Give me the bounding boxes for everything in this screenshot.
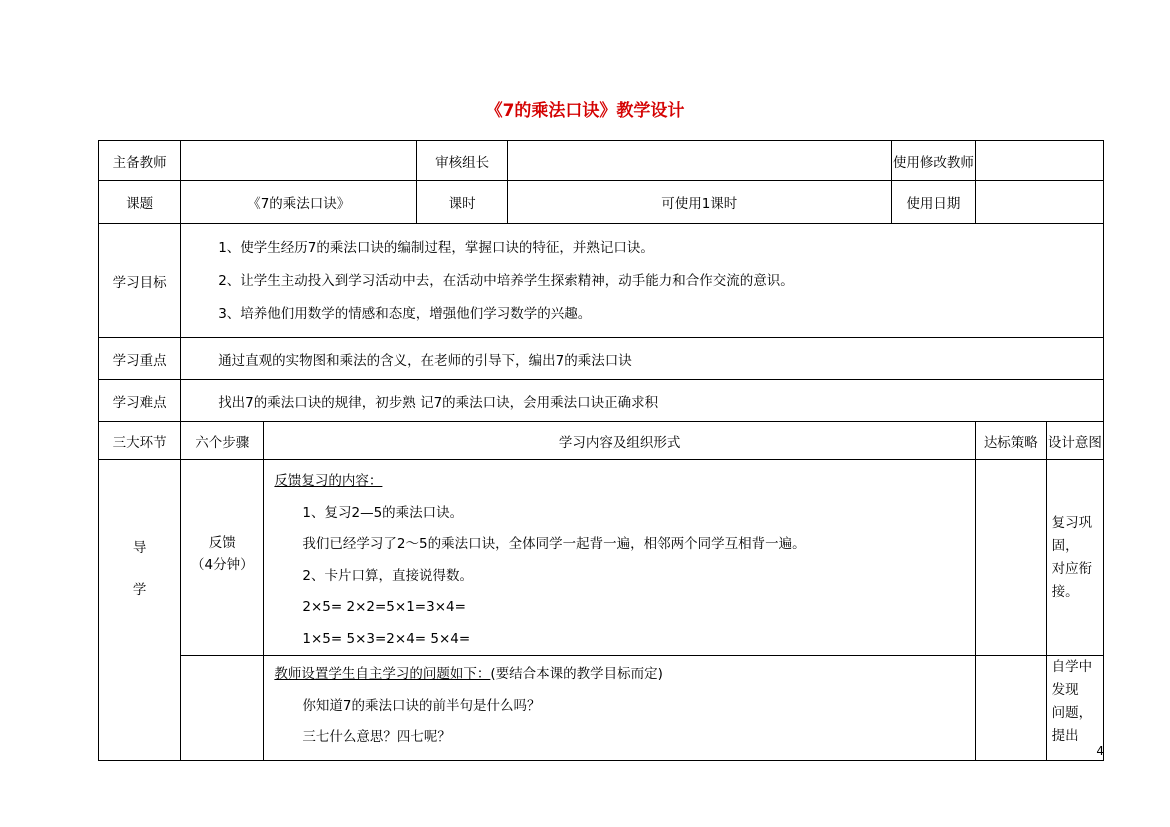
content-line: 我们已经学习了2～5的乘法口诀，全体同学一起背一遍，相邻两个同学互相背一遍。 — [302, 536, 806, 552]
self-study-section-note: (要结合本课的教学目标而定) — [490, 666, 663, 682]
lead-teacher-value — [181, 141, 417, 181]
topic-value: 《7的乘法口诀》 — [181, 181, 417, 224]
feedback-row — [99, 460, 1104, 656]
difficulty-text: 找出7的乘法口诀的规律，初步熟 记7的乘法口诀，会用乘法口诀正确求积 — [181, 380, 1104, 422]
step-time: （4分钟） — [191, 557, 254, 573]
intent-line: 复习巩固， — [1051, 514, 1093, 554]
goal-item: 1、使学生经历7的乘法口诀的编制过程，掌握口诀的特征，并熟记口诀。 — [218, 240, 654, 256]
key-point-row — [99, 338, 1104, 380]
goals-row — [99, 224, 1104, 338]
header-row-1 — [99, 141, 1104, 181]
content-line: 2×5= 2×2=5×1=3×4= — [302, 599, 466, 615]
goal-item: 3、培养他们用数学的情感和态度，增强他们学习数学的兴趣。 — [218, 306, 592, 322]
step-cell — [181, 460, 264, 656]
reviewer-value — [507, 141, 891, 181]
self-study-content — [264, 656, 976, 761]
difficulty-label: 学习难点 — [99, 380, 181, 422]
modifier-value — [975, 141, 1103, 181]
modifier-label: 使用修改教师 — [891, 141, 975, 181]
feedback-content — [264, 460, 976, 656]
self-study-strategy — [975, 656, 1046, 761]
col-strategy-header: 达标策略 — [975, 422, 1046, 460]
goals-label: 学习目标 — [99, 224, 181, 338]
goals-list — [181, 224, 1104, 338]
step-cell-empty — [181, 656, 264, 761]
feedback-intent — [1046, 460, 1103, 656]
key-point-label: 学习重点 — [99, 338, 181, 380]
intent-line: 自学中发现 — [1051, 659, 1093, 698]
feedback-strategy — [975, 460, 1046, 656]
intent-line: 问题，提出 — [1051, 705, 1093, 744]
content-line: 三七什么意思？四七呢？ — [302, 729, 451, 745]
period-value: 可使用1课时 — [507, 181, 891, 224]
header-row-2 — [99, 181, 1104, 224]
period-label: 课时 — [417, 181, 508, 224]
stage-char: 导 — [132, 540, 147, 556]
self-study-row — [99, 656, 1104, 761]
date-value — [975, 181, 1103, 224]
topic-label: 课题 — [99, 181, 181, 224]
col-stage-header: 三大环节 — [99, 422, 181, 460]
content-line: 2、卡片口算，直接说得数。 — [302, 567, 473, 584]
self-study-section-label: 教师设置学生自主学习的问题如下： — [274, 666, 491, 682]
stage-char: 学 — [132, 582, 147, 598]
self-study-intent — [1046, 656, 1103, 761]
content-line: 1×5= 5×3=2×4= 5×4= — [302, 630, 471, 647]
goal-item: 2、让学生主动投入到学习活动中去，在活动中培养学生探索精神，动手能力和合作交流的意识。 — [218, 273, 794, 289]
lesson-plan-table — [98, 140, 1104, 761]
column-header-row — [99, 422, 1104, 460]
reviewer-label: 审核组长 — [417, 141, 508, 181]
col-step-header: 六个步骤 — [181, 422, 264, 460]
feedback-section-label: 反馈复习的内容： — [274, 473, 383, 489]
page-number: 4 — [1096, 744, 1104, 758]
col-content-header: 学习内容及组织形式 — [264, 422, 976, 460]
date-label: 使用日期 — [891, 181, 975, 224]
lesson-plan-sheet — [98, 140, 1104, 761]
step-name: 反馈 — [208, 535, 236, 551]
col-intent-header: 设计意图 — [1046, 422, 1103, 460]
intent-line: 对应衔接。 — [1051, 560, 1093, 600]
stage-cell — [99, 460, 181, 761]
document-title: 《7的乘法口诀》教学设计 — [485, 101, 685, 121]
difficulty-row — [99, 380, 1104, 422]
key-point-text: 通过直观的实物图和乘法的含义，在老师的引导下，编出7的乘法口诀 — [181, 338, 1104, 380]
content-line: 1、复习2—5的乘法口诀。 — [302, 504, 464, 521]
lead-teacher-label: 主备教师 — [99, 141, 181, 181]
content-line: 你知道7的乘法口诀的前半句是什么吗？ — [302, 697, 541, 714]
